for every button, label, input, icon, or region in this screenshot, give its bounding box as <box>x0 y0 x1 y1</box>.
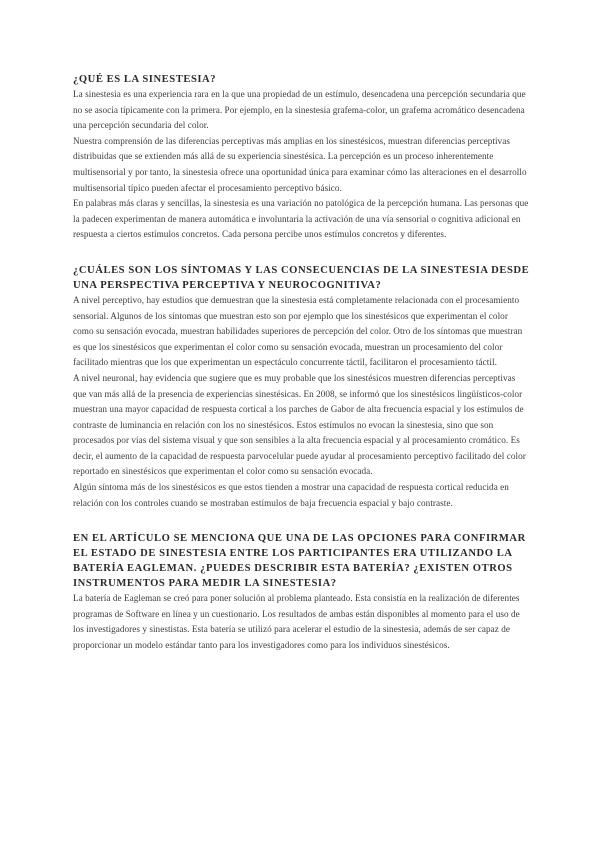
section-heading: ¿QUÉ ES LA SINESTESIA? <box>73 74 217 85</box>
paragraph: La sinestesia es una experiencia rara en la que una propiedad de un estímulo, desencadena una percepción secundaria que no se asocia típicamente con la primera. Por ejemplo, en la sinestesia grafema-color, un grafema acromático desencadena una percepción secundaria del color. <box>73 89 526 131</box>
section-symptoms <box>73 263 530 511</box>
paragraph: Nuestra comprensión de las diferencias perceptivas más amplias en los sinestésicos, muestran diferencias perceptivas distribuidas que se extienden más allá de su experiencia sinestésica. La percepción es un proceso inherentemente multisensorial y por tanto, la sinestesia ofrece una oportunidad única para examinar cómo las alteraciones en el desarrollo multisensorial típico pueden afectar el procesamiento perceptivo básico. <box>73 135 527 193</box>
paragraph: A nivel perceptivo, hay estudios que demuestran que la sinestesia está completamente relacionada con el procesamiento sensorial. Algunos de los síntomas que muestran esto son por ejemplo que los sinestésicos que experimentan el color como su sensación evocada, muestran habilidades superiores de percepción del color. Otro de los síntomas que muestran es que los sinestésicos que experimentan el color como su sensación evocada, muestran un procesamiento del color facilitado mientras que los que experimentan un espectáculo concurrente táctil, facilitaron el procesamiento táctil. <box>73 294 523 368</box>
paragraph: La batería de Eagleman se creó para poner solución al problema planteado. Esta consistía en la realización de diferentes programas de Software en línea y un cuestionario. Los resultados de ambas están disponibles al momento para el uso de los investigadores y sinestistas. Esta batería se utilizó para acelerar el estudio de la sinestesia, además de ser capaz de proporcionar un modelo estándar tanto para los investigadores como para los individuos sinestésicos. <box>73 593 520 651</box>
section-what-is-synesthesia <box>73 72 530 243</box>
section-spacer <box>73 243 530 263</box>
section-eagleman-battery <box>73 531 530 653</box>
section-spacer <box>73 511 530 531</box>
paragraph: Algún síntoma más de los sinestésicos es que estos tienden a mostrar una capacidad de respuesta cortical reducida en relación con los controles cuando se mostraban estímulos de baja frecuencia espacial y bajo contraste. <box>73 482 509 508</box>
section-heading: EN EL ARTÍCULO SE MENCIONA QUE UNA DE LAS OPCIONES PARA CONFIRMAR EL ESTADO DE SINESTESIA ENTRE LOS PARTICIPANTES ERA UTILIZANDO LA BATERÍA EAGLEMAN. ¿PUEDES DESCRIBIR ESTA BATERÍA? ¿EXISTEN OTROS INSTRUMENTOS PARA MEDIR LA SINESTESIA? <box>73 533 526 590</box>
section-heading: ¿CUÁLES SON LOS SÍNTOMAS Y LAS CONSECUENCIAS DE LA SINESTESIA DESDE UNA PERSPECTIVA PERCEPTIVA Y NEUROCOGNITIVA? <box>73 264 530 291</box>
paragraph: A nivel neuronal, hay evidencia que sugiere que es muy probable que los sinestésicos muestren diferencias perceptivas que van más allá de la presencia de experiencias sinestésicas. En 2008, se informó que los sinestésicos lingüísticos-color muestran una mayor capacidad de respuesta cortical a los parches de Gabor de alta frecuencia espacial y los estímulos de contraste de luminancia en relación con los no sinestésicos. Estos estímulos no evocan la sinestesia, sino que son procesados por vías del sistema visual y que son sensibles a la alta frecuencia espacial y al procesamiento cromático. Es decir, el aumento de la capacidad de respuesta parvocelular puede ayudar al procesamiento perceptivo facilitado del color reportado en sinestésicos que experimentan el color como su sensación evocada. <box>73 372 526 477</box>
paragraph: En palabras más claras y sencillas, la sinestesia es una variación no patológica de la percepción humana. Las personas que la padecen experimentan de manera automática e involuntaria la activación de una vía sensorial o cognitiva adicional en respuesta a ciertos estímulos concretos. Cada persona percibe unos estímulos concretos y diferentes. <box>73 198 529 240</box>
document-page <box>73 72 530 654</box>
